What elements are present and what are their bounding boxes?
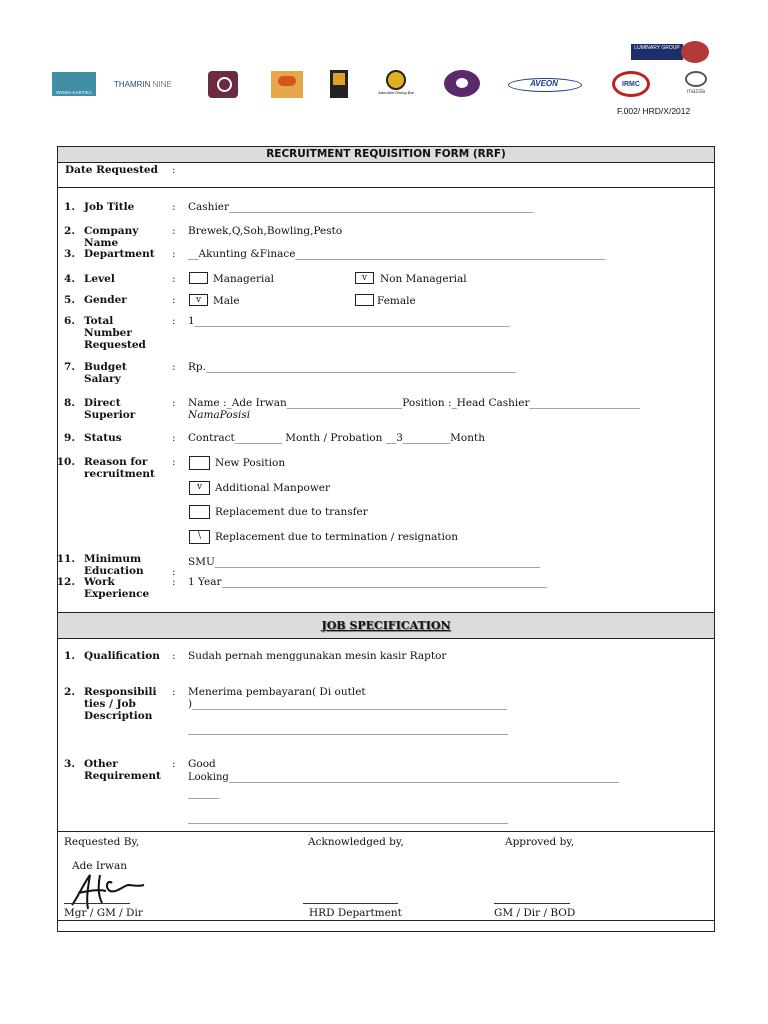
divider (58, 187, 714, 188)
field-3-num: 3. (64, 248, 75, 260)
date-requested-colon: : (172, 164, 176, 176)
signature-line-approver (494, 903, 570, 904)
signature-line-requester (64, 903, 130, 904)
field-12-label: Work Experience (84, 576, 150, 600)
form-title: RECRUITMENT REQUISITION FORM (RRF) (58, 147, 714, 163)
thamrin-nine-logo: THAMRIN NINE (114, 80, 172, 89)
direct-superior-sub: NamaPosisi (188, 409, 251, 421)
reason-new-position-label: New Position (215, 457, 286, 469)
field-9-colon: : (172, 432, 176, 444)
field-2-label: Company Name (84, 225, 139, 249)
field-2-num: 2. (64, 225, 75, 237)
hrd-department-label: HRD Department (309, 907, 402, 919)
reason-termination-label: Replacement due to termination / resignation (215, 531, 459, 543)
min-education-value: SMU______________________________________________________________ (188, 556, 541, 568)
requested-by-label: Requested By, (64, 836, 140, 848)
other-req-line-2: Looking______________________________________________________________________________ (188, 772, 619, 783)
qualification-line-1: Sudah pernah menggunakan mesin kasir Raptor (188, 650, 447, 662)
field-10-label: Reason for recruitment (84, 456, 155, 480)
q-brand-logo (208, 71, 238, 98)
field-10-num: 10. (56, 456, 75, 468)
other-req-line-3: ______ (188, 787, 220, 799)
company-name-value: Brewek,Q,Soh,Bowling,Pesto (188, 225, 343, 237)
field-6-num: 6. (64, 315, 75, 327)
spec-3-colon: : (172, 758, 176, 770)
aveon-logo: AVEON (508, 78, 580, 90)
responsibility-line-1: Menerima pembayaran( Di outlet (188, 686, 366, 698)
approved-by-label: Approved by, (505, 836, 575, 848)
job-spec-title: JOB SPECIFICATION (58, 612, 714, 639)
job-title-value: Cashier__________________________________________________________ (188, 201, 534, 213)
spec-1-label: Qualification (84, 650, 160, 662)
field-10-colon: : (172, 456, 176, 468)
field-4-colon: : (172, 273, 176, 285)
field-1-label: Job Title (84, 201, 135, 213)
dark-flag-logo (330, 70, 348, 98)
field-4-label: Level (84, 273, 115, 285)
reason-additional-manpower-checkbox[interactable]: v (189, 481, 210, 495)
other-req-line-1: Good (188, 758, 216, 770)
wisma-kartika-logo: WISMA KARTIKA (52, 72, 96, 96)
spec-3-label: Other Requirement (84, 758, 161, 782)
field-7-label: Budget Salary (84, 361, 127, 385)
field-5-num: 5. (64, 294, 75, 306)
divider (58, 920, 714, 921)
acknowledged-by-label: Acknowledged by, (308, 836, 404, 848)
field-8-num: 8. (64, 397, 75, 409)
approver-role: GM / Dir / BOD (494, 907, 576, 919)
field-11-num: 11. (56, 553, 75, 565)
divider (58, 831, 714, 832)
direct-superior-value: Name :_Ade Irwan______________________Position :_Head Cashier_____________________ (188, 397, 640, 409)
field-9-num: 9. (64, 432, 75, 444)
reason-termination-checkbox[interactable]: \ (189, 530, 210, 544)
field-5-label: Gender (84, 294, 127, 306)
gender-female-checkbox[interactable] (355, 294, 374, 306)
field-12-num: 12. (56, 576, 75, 588)
field-7-colon: : (172, 361, 176, 373)
field-8-label: Direct Superior (84, 397, 136, 421)
level-managerial-checkbox[interactable] (189, 272, 208, 284)
spec-3-num: 3. (64, 758, 75, 770)
form-code: F.002/ HRD/X/2012 (617, 106, 691, 116)
field-3-label: Department (84, 248, 155, 260)
field-1-colon: : (172, 201, 176, 213)
purple-flower-logo (444, 70, 480, 97)
reason-transfer-checkbox[interactable] (189, 505, 210, 519)
field-9-label: Status (84, 432, 122, 444)
orange-brand-logo (271, 71, 303, 98)
field-2-colon: : (172, 225, 176, 237)
spec-2-colon: : (172, 686, 176, 698)
recruitment-form (57, 146, 715, 932)
spec-2-num: 2. (64, 686, 75, 698)
field-6-colon: : (172, 315, 176, 327)
field-6-label: Total Number Requested (84, 315, 146, 351)
reason-additional-manpower-label: Additional Manpower (215, 482, 331, 494)
spec-1-colon: : (172, 650, 176, 662)
field-5-colon: : (172, 294, 176, 306)
field-4-num: 4. (64, 273, 75, 285)
date-requested-label: Date Requested (65, 164, 158, 176)
signature-line-hrd (303, 903, 398, 904)
total-number-value: 1____________________________________________________________ (188, 315, 510, 327)
field-11-colon: : (172, 566, 176, 578)
responsibility-line-2: )____________________________________________________________ (188, 698, 508, 710)
gender-female-label: Female (377, 295, 416, 307)
requester-name: Ade Irwan (72, 860, 128, 872)
irmc-logo: IRMC (612, 71, 650, 97)
reason-new-position-checkbox[interactable] (189, 456, 210, 470)
level-non-managerial-label: Non Managerial (380, 273, 467, 285)
level-managerial-label: Managerial (213, 273, 274, 285)
adorable-dining-bar-logo: Adorable Dining Bar (376, 70, 412, 98)
status-value: Contract_________ Month / Probation __3_________Month (188, 432, 485, 444)
level-non-managerial-checkbox[interactable]: v (355, 272, 374, 284)
field-3-colon: : (172, 248, 176, 260)
department-value: __Akunting &Finace___________________________________________________________ (188, 248, 606, 260)
spec-2-label: Responsibili ties / Job Description (84, 686, 157, 722)
spec-1-num: 1. (64, 650, 75, 662)
field-11-label: Minimum Education (84, 553, 144, 577)
field-7-num: 7. (64, 361, 75, 373)
gender-male-checkbox[interactable]: v (189, 294, 208, 306)
field-8-colon: : (172, 397, 176, 409)
work-experience-value: 1 Year______________________________________________________________ (188, 576, 548, 588)
luminary-group-logo: LUMINARY GROUP (631, 41, 713, 63)
gender-male-label: Male (213, 295, 240, 307)
other-req-line-4: _____________________________________________________________ (188, 812, 509, 824)
responsibility-line-3: _____________________________________________________________ (188, 723, 509, 735)
requester-role: Mgr / GM / Dir (64, 907, 143, 919)
mazda-logo: mazda (680, 71, 712, 97)
reason-transfer-label: Replacement due to transfer (215, 506, 368, 518)
field-1-num: 1. (64, 201, 75, 213)
budget-salary-value: Rp.___________________________________________________________ (188, 361, 516, 373)
field-12-colon: : (172, 576, 176, 588)
